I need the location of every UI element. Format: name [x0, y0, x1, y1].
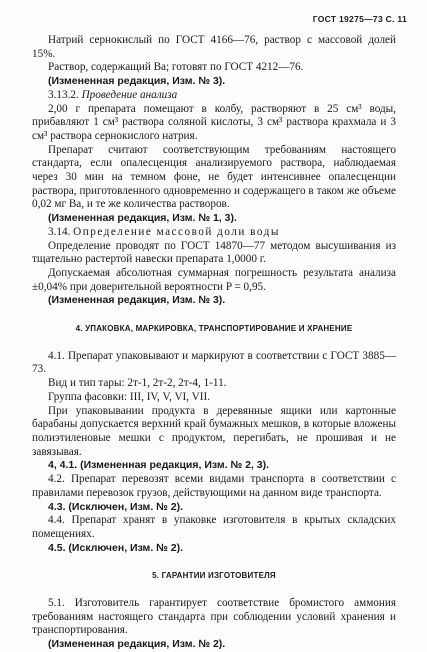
subsection-heading-3-13-2: [32, 89, 396, 103]
paragraph-container-type: Вид и тип тары: 2т-1, 2т-2, 2т-4, 1-11.: [48, 377, 227, 390]
amendment-note: 4.3. (Исключен, Изм. № 2).: [48, 500, 184, 513]
paragraph-4-2: 4.2. Препарат перевозят всеми видами транспорта в соответствии с правилами перевозок грузов, действующими на данном виде транспорта.: [32, 473, 396, 499]
amendment-note: (Измененная редакция, Изм. № 2).: [48, 638, 226, 651]
paragraph-compliance: Препарат считают соответствующим требованиям настоящего стандарта, если опалесценция анализируемого раствора, наблюдаемая через 30 мин на темном фоне, не будет интенсивнее опалесценции раствора, приготовленного одновременно и содержащего в таком же объеме 0,02 мг Ва, и те же количества растворов.: [32, 143, 396, 211]
amendment-note: (Измененная редакция, Изм. № 3).: [48, 75, 226, 88]
paragraph-water-method: Определение проводят по ГОСТ 14870—77 методом высушивания из тщательно растертой навески препарата 1,0000 г.: [32, 239, 396, 266]
paragraph-4-4: 4.4. Препарат хранят в упаковке изготовителя в крытых складских помещениях.: [32, 514, 396, 540]
paragraph-procedure: 2,00 г препарата помещают в колбу, растворяют в 25 см³ воды, прибавляют 1 см³ раствора соляной кислоты, 3 см³ раствора крахмала и 3 см³ раствора сернокислого натрия.: [32, 102, 396, 142]
amendment-note: 4.5. (Исключен, Изм. № 2).: [48, 541, 184, 554]
subsection-number: 3.14.: [48, 225, 71, 238]
document-body: [32, 34, 396, 652]
subsection-heading-3-14: [32, 226, 396, 240]
amendment-note: (Измененная редакция, Изм. № 1, 3).: [48, 212, 237, 225]
section-heading-5: 5. ГАРАНТИИ ИЗГОТОВИТЕЛЯ: [152, 571, 276, 581]
amendment-note: 4, 4.1. (Измененная редакция, Изм. № 2, 3).: [48, 459, 270, 472]
paragraph-4-1: 4.1. Препарат упаковывают и маркируют в соответствии с ГОСТ 3885—73.: [32, 349, 396, 376]
paragraph-5-1: 5.1. Изготовитель гарантирует соответствие бромистого аммония требованиям настоящего стандарта при соблюдении условий хранения и транспортирования.: [32, 597, 396, 637]
paragraph-packaging: При упаковывании продукта в деревянные ящики или картонные барабаны допускается верхний край бумажных мешков, в которые вложены полиэтиленовые мешки с продуктом, перегибать, не прошивая и не завязывая.: [32, 404, 396, 458]
subsection-number: 3.13.2.: [48, 88, 79, 101]
page-header: ГОСТ 19275—73 С. 11: [312, 14, 407, 24]
subsection-title: Определение массовой доли воды: [73, 225, 280, 238]
paragraph-error: Допускаемая абсолютная суммарная погрешность результата анализа ±0,04% при доверительной вероятности P = 0,95.: [32, 266, 396, 293]
subsection-title: Проведение анализа: [81, 88, 178, 101]
paragraph-sodium-sulfate: Натрий сернокислый по ГОСТ 4166—76, раствор с массовой долей 15%.: [32, 34, 396, 60]
paragraph-packing-group: Группа фасовки: III, IV, V, VI, VII.: [48, 390, 210, 403]
amendment-note: (Измененная редакция, Изм. № 3).: [48, 294, 226, 307]
section-heading-4: 4. УПАКОВКА, МАРКИРОВКА, ТРАНСПОРТИРОВАНИЕ И ХРАНЕНИЕ: [75, 324, 353, 334]
paragraph-ba-solution: Раствор, содержащий Ва; готовят по ГОСТ 4212—76.: [48, 61, 304, 74]
